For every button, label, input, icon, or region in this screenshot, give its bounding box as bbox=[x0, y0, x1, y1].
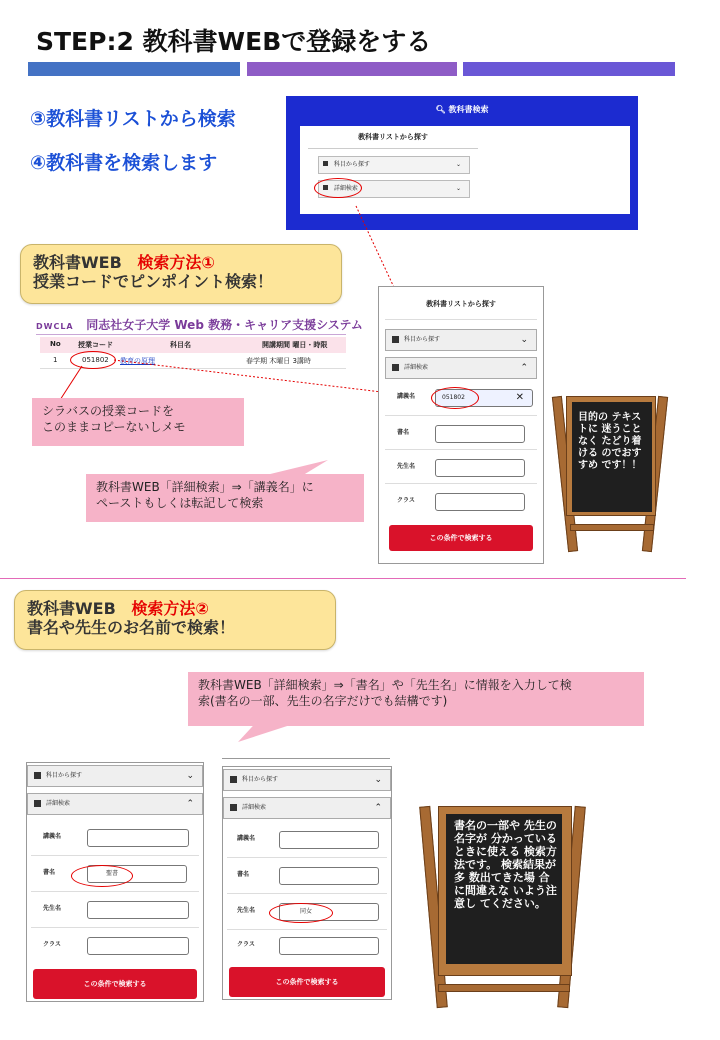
search-icon: 🔍︎ bbox=[435, 105, 446, 114]
class-input[interactable] bbox=[435, 493, 525, 511]
chevron-down-icon: ⌄ bbox=[520, 335, 528, 345]
teacher-name-highlight bbox=[269, 903, 333, 923]
phone-book-title-search bbox=[26, 762, 204, 1002]
search-button[interactable]: この条件で検索する bbox=[229, 967, 385, 997]
teacher-name-value: 同女 bbox=[300, 908, 313, 915]
university-logo: DWCLA bbox=[36, 322, 74, 331]
row-code: 051802 bbox=[82, 356, 109, 364]
course-code-value: 051802 bbox=[442, 394, 465, 401]
class-input[interactable] bbox=[279, 937, 379, 955]
section-divider bbox=[0, 578, 686, 579]
accordion-label: 詳細検索 bbox=[46, 800, 71, 807]
label-book-title: 書名 bbox=[237, 871, 250, 878]
label-course-name: 講義名 bbox=[237, 835, 256, 842]
method2-note-line1: 教科書WEB「詳細検索」⇒「書名」や「先生名」に情報を入力して検 bbox=[198, 678, 572, 692]
detail-search-accordion[interactable] bbox=[27, 793, 203, 815]
chevron-up-icon: ⌃ bbox=[186, 799, 194, 809]
label-course-name: 講義名 bbox=[43, 833, 62, 840]
label-course-name: 講義名 bbox=[397, 393, 416, 400]
chalkboard-1 bbox=[572, 402, 652, 512]
method2-prefix: 教科書WEB bbox=[27, 599, 116, 618]
subject-search-accordion[interactable] bbox=[385, 329, 537, 351]
course-name-input[interactable] bbox=[279, 831, 379, 849]
step3-heading: ③教科書リストから検索 bbox=[30, 108, 236, 130]
label-class: クラス bbox=[43, 941, 61, 948]
accordion-label: 詳細検索 bbox=[404, 364, 429, 371]
search-button[interactable]: この条件で検索する bbox=[389, 525, 533, 551]
book-icon bbox=[34, 772, 41, 779]
row-subject-link[interactable]: 教育の原理 bbox=[120, 357, 155, 365]
panel-title: 教科書検索 bbox=[448, 105, 489, 114]
row-no: 1 bbox=[53, 356, 58, 364]
book-icon bbox=[392, 336, 399, 343]
chevron-down-icon: ⌄ bbox=[186, 771, 194, 781]
easel-crossbar bbox=[438, 984, 570, 992]
label-class: クラス bbox=[237, 941, 255, 948]
paste-note bbox=[86, 474, 364, 522]
list-icon bbox=[230, 804, 237, 811]
col-period: 開講期間 曜日・時限 bbox=[262, 341, 328, 349]
phone-teacher-search bbox=[222, 766, 392, 1000]
detail-search-accordion[interactable] bbox=[385, 357, 537, 379]
chevron-down-icon: ⌄ bbox=[455, 185, 461, 192]
class-input[interactable] bbox=[87, 937, 189, 955]
col-code: 授業コード bbox=[78, 341, 113, 349]
label-teacher-name: 先生名 bbox=[237, 907, 256, 914]
label-teacher-name: 先生名 bbox=[43, 905, 62, 912]
chalkboard-2-text: 書名の一部や 先生の名字が 分かっている ときに使える 検索方法です。 検索結果が多 数出てきた場 合に間違えな いよう注意し てください。 bbox=[454, 819, 557, 910]
copy-note-line1: シラバスの授業コードを bbox=[42, 404, 175, 418]
label-teacher-name: 先生名 bbox=[397, 463, 416, 470]
subject-search-accordion[interactable] bbox=[27, 765, 203, 787]
book-title-input[interactable] bbox=[279, 867, 379, 885]
chevron-down-icon: ⌄ bbox=[374, 775, 382, 785]
list-icon bbox=[392, 364, 399, 371]
list-icon bbox=[34, 800, 41, 807]
chalkboard-1-text: 目的の テキストに 迷うことなく たどり着ける のでおすすめ です！！ bbox=[578, 412, 642, 471]
method2-note bbox=[188, 672, 644, 726]
chevron-up-icon: ⌃ bbox=[520, 363, 528, 373]
method1-prefix: 教科書WEB bbox=[33, 253, 122, 272]
chevron-up-icon: ⌃ bbox=[374, 803, 382, 813]
book-title-value: 聖書 bbox=[106, 870, 119, 877]
easel-crossbar bbox=[570, 524, 654, 531]
arrow-to-phone-title bbox=[356, 206, 398, 296]
detail-search-label: 詳細検索 bbox=[333, 185, 358, 192]
search-button[interactable]: この条件で検索する bbox=[33, 969, 197, 999]
page-title: STEP:2 教科書WEBで登録をする bbox=[36, 27, 432, 56]
step4-heading: ④教科書を検索します bbox=[30, 152, 218, 174]
accordion-label: 科目から探す bbox=[242, 776, 279, 783]
method2-subtitle: 書名や先生のお名前で検索！ bbox=[27, 618, 236, 638]
phone-right-top-rule bbox=[222, 758, 390, 759]
subject-search-label: 科目から探す bbox=[333, 161, 370, 168]
accordion-label: 科目から探す bbox=[46, 772, 83, 779]
paste-note-line1: 教科書WEB「詳細検索」⇒「講義名」に bbox=[96, 480, 314, 494]
clear-icon[interactable]: ✕ bbox=[515, 392, 524, 403]
copy-note-line2: このままコピーないしメモ bbox=[42, 420, 186, 435]
col-subject: 科目名 bbox=[170, 341, 191, 349]
accordion-label: 科目から探す bbox=[404, 336, 441, 343]
accordion-label: 詳細検索 bbox=[242, 804, 267, 811]
method1-highlight: 検索方法① bbox=[137, 253, 215, 272]
copy-note bbox=[32, 398, 244, 446]
chevron-down-icon: ⌄ bbox=[455, 161, 461, 168]
row-period: 春学期 木曜日 3講時 bbox=[246, 357, 311, 365]
book-title-input[interactable] bbox=[435, 425, 525, 443]
arrow-code-to-note bbox=[60, 366, 82, 400]
col-no: No bbox=[50, 340, 61, 348]
method2-highlight: 検索方法② bbox=[131, 599, 209, 618]
detail-search-accordion[interactable] bbox=[223, 797, 391, 819]
method2-callout bbox=[14, 590, 336, 650]
course-name-input[interactable] bbox=[87, 829, 189, 847]
subject-search-accordion[interactable] bbox=[223, 769, 391, 791]
method2-note-line2: 索(書名の一部、先生の名字だけでも結構です) bbox=[198, 694, 448, 709]
label-book-title: 書名 bbox=[397, 429, 410, 436]
paste-note-line2: ペーストもしくは転記して検索 bbox=[96, 496, 264, 511]
label-class: クラス bbox=[397, 497, 415, 504]
chalkboard-2 bbox=[446, 814, 562, 964]
phone-title: 教科書リストから探す bbox=[426, 300, 496, 308]
book-title-highlight bbox=[71, 865, 133, 887]
tab-textbook-list[interactable]: 教科書リストから探す bbox=[308, 126, 478, 149]
teacher-name-input[interactable] bbox=[87, 901, 189, 919]
method1-subtitle: 授業コードでピンポイント検索！ bbox=[33, 272, 274, 292]
book-icon bbox=[230, 776, 237, 783]
university-system-name: 同志社女子大学 Web 教務・キャリア支援システム bbox=[86, 318, 363, 332]
code-field-highlight bbox=[431, 387, 479, 409]
phone-detail-search bbox=[378, 286, 544, 564]
label-book-title: 書名 bbox=[43, 869, 56, 876]
teacher-name-input[interactable] bbox=[435, 459, 525, 477]
